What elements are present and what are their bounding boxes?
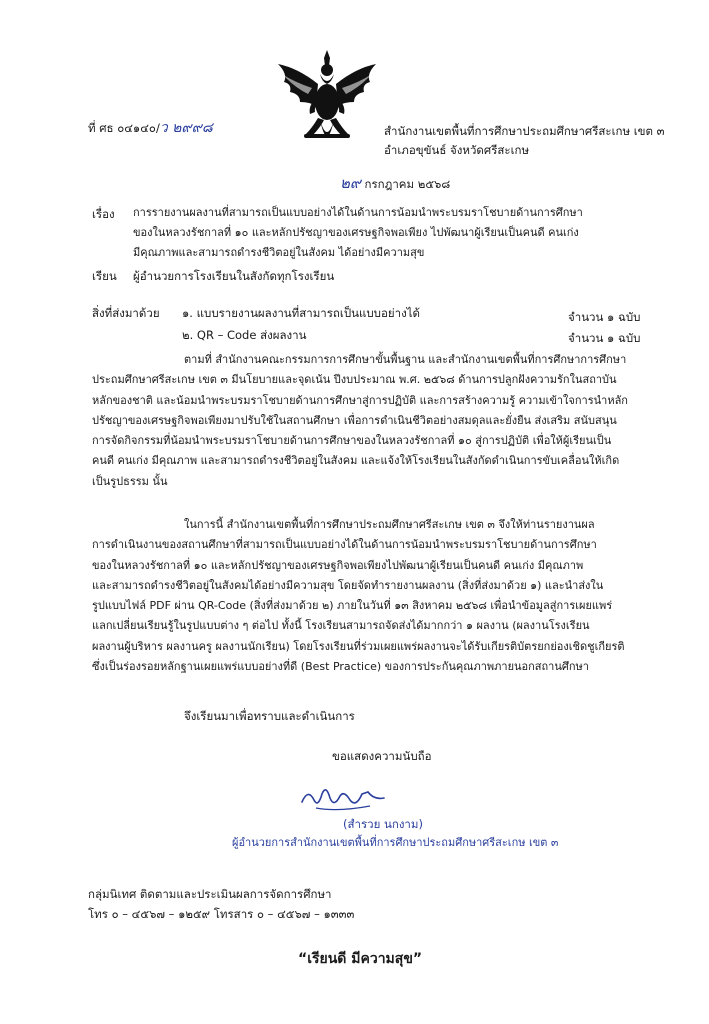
document-number-handwritten: ว ๒๙๙๘ <box>159 120 213 136</box>
handwritten-signature-icon <box>298 780 388 814</box>
paragraph-line: ของในหลวงรัชกาลที่ ๑๐ และหลักปรัชญาของเศรษฐกิจพอเพียงไปพัฒนาผู้เรียนเป็นคนดี คนเก่ง มีคุณภาพ <box>92 558 584 572</box>
signer-name: (สำรวย นกงาม) <box>343 817 423 831</box>
attachment-quantity: จำนวน ๑ ฉบับ <box>568 331 641 345</box>
paragraph-line: ปรัชญาของเศรษฐกิจพอเพียงมาปรับใช้ในสถานศึกษา เพื่อการดำเนินชีวิตอย่างสมดุลและยั่งยืน ส่งเสริม สนับสนุน <box>92 413 617 427</box>
date-handwritten: ๒๙ <box>340 174 361 192</box>
subject-label: เรื่อง <box>92 207 115 221</box>
slogan: “เรียนดี มีความสุข” <box>298 951 423 967</box>
document-number-label: ที่ ศธ ๐๔๑๔๐/ <box>88 121 160 135</box>
attachment-item: ๑. แบบรายงานผลงานที่สามารถเป็นแบบอย่างได้ <box>182 306 420 320</box>
paragraph-line: การดำเนินงานของสถานศึกษาที่สามารถเป็นแบบอย่างได้ในด้านการน้อมนำพระบรมราโชบายด้านการศึกษา <box>92 538 597 552</box>
subject-text <box>133 203 693 263</box>
office-name: สำนักงานเขตพื้นที่การศึกษาประถมศึกษาศรีสะเกษ เขต ๓ <box>384 124 665 138</box>
signer-position: ผู้อำนวยการสำนักงานเขตพื้นที่การศึกษาประถมศึกษาศรีสะเกษ เขต ๓ <box>232 836 559 849</box>
paragraph-line: เป็นรูปธรรม นั้น <box>92 474 168 488</box>
office-address: อำเภอขุขันธ์ จังหวัดศรีสะเกษ <box>384 143 530 157</box>
paragraph-line: รูปแบบไฟล์ PDF ผ่าน QR-Code (สิ่งที่ส่งมาด้วย ๒) ภายในวันที่ ๑๓ สิงหาคม ๒๕๖๘ เพื่อนำข้อมูลสู่การเผยแพร่ <box>92 599 613 613</box>
paragraph-line: การจัดกิจกรรมที่น้อมนำพระบรมราโชบายด้านการศึกษาของในหลวงรัชกาลที่ ๑๐ สู่การปฏิบัติ เพื่อให้ผู้เรียนเป็น <box>92 434 612 448</box>
subject-line: การรายงานผลงานที่สามารถเป็นแบบอย่างได้ในด้านการน้อมนำพระบรมราโชบายด้านการศึกษา <box>133 206 583 219</box>
letter-date <box>340 176 450 191</box>
paragraph-line: คนดี คนเก่ง มีคุณภาพ และสามารถดำรงชีวิตอยู่ในสังคม และแจ้งให้โรงเรียนในสังกัดดำเนินการขับเคลื่อนให้เกิด <box>92 454 620 468</box>
paragraph-line: แลกเปลี่ยนเรียนรู้ในรูปแบบต่าง ๆ ต่อไป ทั้งนี้ โรงเรียนสามารถจัดส่งได้มากกว่า ๑ ผลงาน (ผลงานโรงเรียน <box>92 619 590 633</box>
paragraph-line: ผลงานผู้บริหาร ผลงานครู ผลงานนักเรียน) โดยโรงเรียนที่ร่วมเผยแพร่ผลงานจะได้รับเกียรติบัตรยกย่องเชิดชูเกียรติ <box>92 639 625 653</box>
paragraph-line: ประถมศึกษาศรีสะเกษ เขต ๓ มีนโยบายและจุดเน้น ปีงบประมาณ พ.ศ. ๒๕๖๘ ด้านการปลูกฝังความรักในสถาบัน <box>92 373 617 387</box>
recipient-label: เรียน <box>92 269 117 283</box>
paragraph-line: ในการนี้ สำนักงานเขตพื้นที่การศึกษาประถมศึกษาศรีสะเกษ เขต ๓ จึงให้ท่านรายงานผล <box>184 518 595 531</box>
attachment-item: ๒. QR – Code ส่งผลงาน <box>182 328 307 342</box>
attachment-quantity: จำนวน ๑ ฉบับ <box>568 310 641 324</box>
paragraph-line: ซึ่งเป็นร่องรอยหลักฐานเผยแพร่แบบอย่างที่ดี (Best Practice) ของการประกันคุณภาพภายนอกสถานศึกษา <box>92 660 589 674</box>
contact-numbers: โทร ๐ – ๔๕๖๗ – ๑๒๕๙ โทรสาร ๐ – ๔๕๖๗ – ๑๓๓๓ <box>88 907 355 921</box>
subject-line: ของในหลวงรัชกาลที่ ๑๐ และหลักปรัชญาของเศรษฐกิจพอเพียง ไปพัฒนาผู้เรียนเป็นคนดี คนเก่ง <box>133 226 579 239</box>
paragraph-line: ตามที่ สำนักงานคณะกรรมการการศึกษาขั้นพื้นฐาน และสำนักงานเขตพื้นที่การศึกษาการศึกษา <box>184 353 627 366</box>
body-paragraph-1 <box>92 350 692 492</box>
paragraph-line: หลักของชาติ และน้อมนำพระบรมราโชบายด้านการศึกษาสู่การปฏิบัติ และการสร้างความรู้ ความเข้าใจการนำหลัก <box>92 393 628 407</box>
document-number <box>88 121 213 135</box>
attachments-label: สิ่งที่ส่งมาด้วย <box>92 306 160 320</box>
recipient-text: ผู้อำนวยการโรงเรียนในสังกัดทุกโรงเรียน <box>133 269 335 283</box>
garuda-emblem-icon <box>274 48 380 146</box>
subject-line: มีคุณภาพและสามารถดำรงชีวิตอยู่ในสังคม ได้อย่างมีความสุข <box>133 246 425 259</box>
body-paragraph-2 <box>92 515 692 677</box>
closing-line: จึงเรียนมาเพื่อทราบและดำเนินการ <box>184 709 355 723</box>
regards-text: ขอแสดงความนับถือ <box>332 749 432 763</box>
paragraph-line: และสามารถดำรงชีวิตอยู่ในสังคมได้อย่างมีความสุข โดยจัดทำรายงานผลงาน (สิ่งที่ส่งมาด้วย ๑) และนำส่งใน <box>92 578 604 592</box>
date-text: กรกฎาคม ๒๕๖๘ <box>364 177 451 191</box>
department-name: กลุ่มนิเทศ ติดตามและประเมินผลการจัดการศึกษา <box>88 887 332 901</box>
